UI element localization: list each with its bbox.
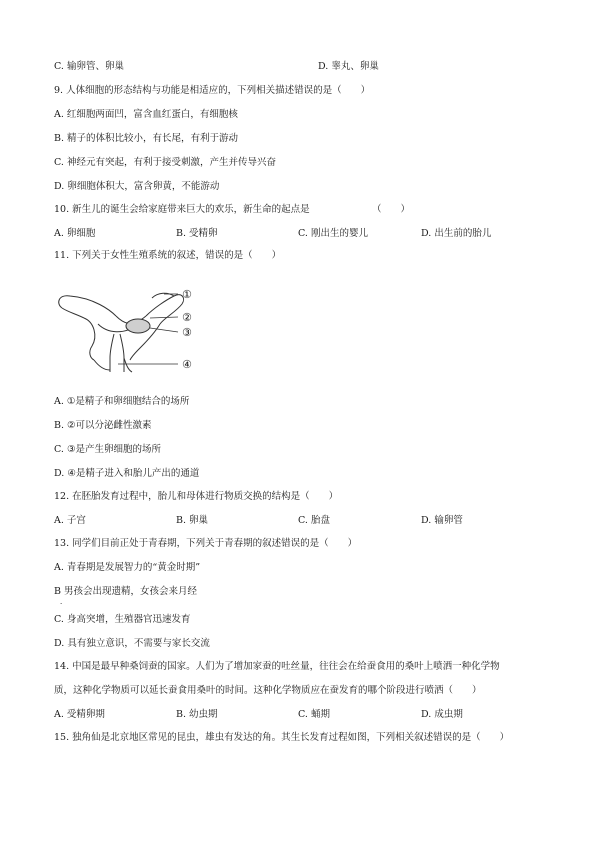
q10-option-c: C. 刚出生的婴儿: [298, 228, 368, 239]
q12-option-b: B. 卵巢: [176, 515, 209, 526]
q13-option-b-dot: .: [60, 598, 63, 606]
q14-stem-line-2: 质，这种化学物质可以延长蚕食用桑叶的时间。这种化学物质应在蚕发育的哪个阶段进行喷洒（ ）: [54, 685, 482, 696]
q10-option-a: A. 卵细胞: [54, 228, 96, 239]
q8-option-d: D. 睾丸、卵巢: [318, 61, 379, 72]
q13-option-d: D. 具有独立意识，不需要与家长交流: [54, 638, 210, 649]
q9-option-d: D. 卵细胞体积大，富含卵黄，不能游动: [54, 181, 220, 192]
q13-option-a: A. 青春期是发展智力的“黄金时期”: [54, 562, 201, 573]
female-reproductive-system-diagram: [54, 282, 214, 374]
q12-option-c: C. 胎盘: [298, 515, 330, 526]
q14-option-d: D. 成虫期: [421, 709, 463, 720]
diagram-label-2: ②: [182, 311, 192, 324]
q12-option-a: A. 子宫: [54, 515, 86, 526]
q10-option-d: D. 出生前的胎儿: [421, 228, 492, 239]
q10-stem: 10. 新生儿的诞生会给家庭带来巨大的欢乐，新生命的起点是: [54, 204, 310, 215]
diagram-label-3: ③: [182, 326, 192, 339]
q9-option-c: C. 神经元有突起，有利于接受刺激，产生并传导兴奋: [54, 157, 276, 168]
q10-option-b: B. 受精卵: [176, 228, 218, 239]
q13-option-c: C. 身高突增，生殖器官迅速发育: [54, 614, 191, 625]
q11-option-b: B. ②可以分泌雌性激素: [54, 420, 152, 431]
q11-stem: 11. 下列关于女性生殖系统的叙述，错误的是（ ）: [54, 250, 282, 261]
q9-stem: 9. 人体细胞的形态结构与功能是相适应的，下列相关描述错误的是（ ）: [54, 85, 371, 96]
diagram-label-4: ④: [182, 358, 192, 371]
q10-paren: （ ）: [372, 204, 411, 215]
q11-option-a: A. ①是精子和卵细胞结合的场所: [54, 396, 190, 407]
q14-option-a: A. 受精卵期: [54, 709, 105, 720]
q11-option-c: C. ③是产生卵细胞的场所: [54, 444, 161, 455]
q11-option-d: D. ④是精子进入和胎儿产出的通道: [54, 468, 200, 479]
q15-stem: 15. 独角仙是北京地区常见的昆虫，雄虫有发达的角。其生长发育过程如图，下列相关叙述错误的是（ ）: [54, 732, 510, 743]
q9-option-a: A. 红细胞两面凹，富含血红蛋白，有细胞核: [54, 109, 238, 120]
q8-option-c: C. 输卵管、卵巢: [54, 61, 124, 72]
q13-option-b: B 男孩会出现遗精，女孩会来月经: [54, 586, 198, 597]
q14-option-b: B. 幼虫期: [176, 709, 218, 720]
q13-stem: 13. 同学们目前正处于青春期，下列关于青春期的叙述错误的是（ ）: [54, 538, 358, 549]
q14-stem-line-1: 14. 中国是最早种桑饲蚕的国家。人们为了增加家蚕的吐丝量，往往会在给蚕食用的桑叶上喷洒一种化学物: [54, 661, 500, 672]
q14-option-c: C. 蛹期: [298, 709, 330, 720]
q12-option-d: D. 输卵管: [421, 515, 463, 526]
q12-stem: 12. 在胚胎发育过程中，胎儿和母体进行物质交换的结构是（ ）: [54, 491, 339, 502]
q9-option-b: B. 精子的体积比较小，有长尾，有利于游动: [54, 133, 239, 144]
diagram-label-1: ①: [182, 288, 192, 301]
